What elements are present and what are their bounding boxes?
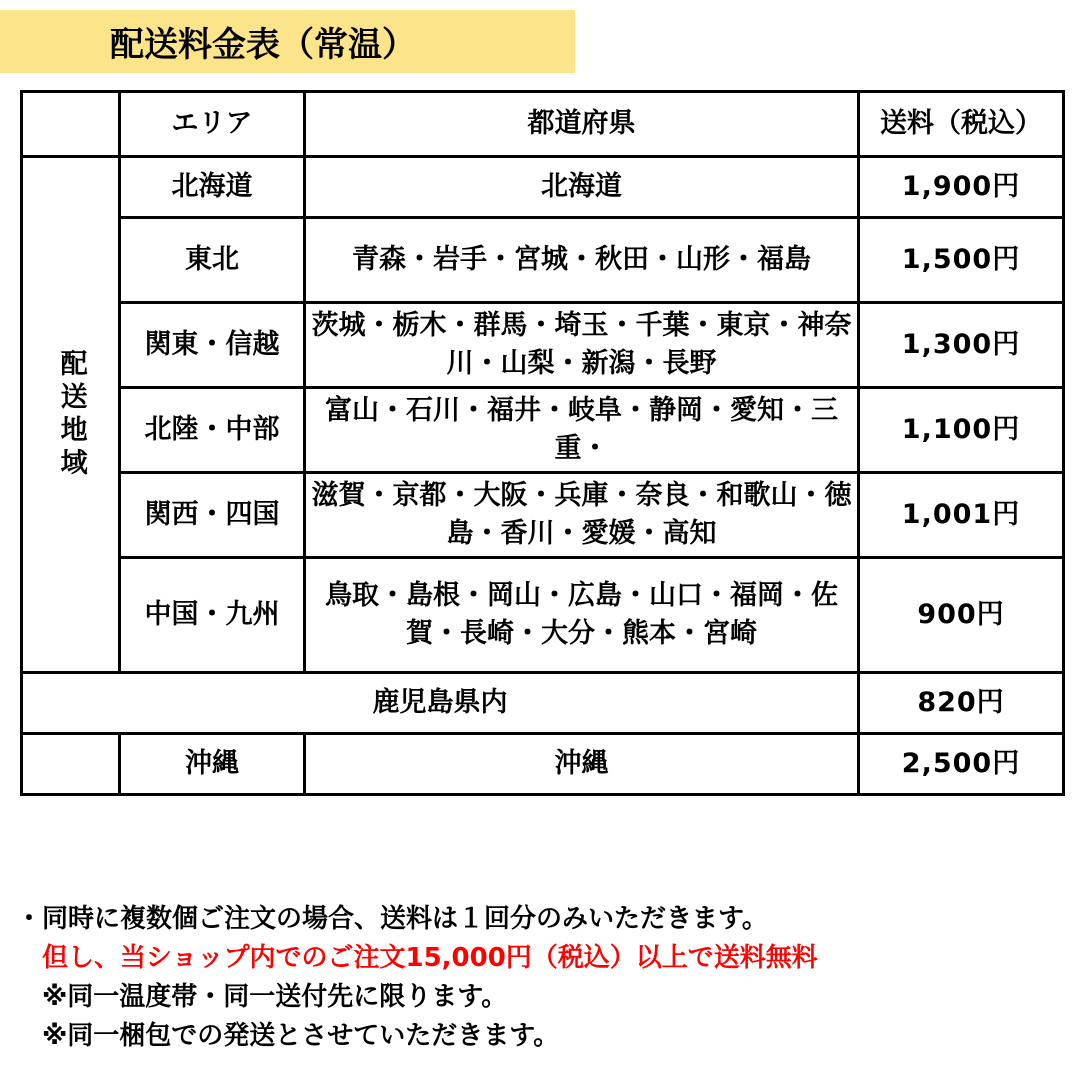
prefecture-cell: 北海道	[305, 157, 859, 218]
fee-cell: 1,900円	[859, 157, 1064, 218]
header-area: エリア	[120, 92, 305, 157]
fee-table-wrapper	[20, 90, 1062, 796]
page-title: 配送料金表（常温）	[110, 25, 416, 65]
prefecture-cell: 滋賀・京都・大阪・兵庫・奈良・和歌山・徳島・香川・愛媛・高知	[305, 473, 859, 558]
header-corner-cell	[22, 92, 120, 157]
fee-cell: 2,500円	[859, 734, 1064, 795]
fee-cell: 820円	[859, 673, 1064, 734]
prefecture-cell: 鳥取・島根・岡山・広島・山口・福岡・佐賀・長崎・大分・熊本・宮崎	[305, 558, 859, 673]
area-cell: 中国・九州	[120, 558, 305, 673]
table-row	[22, 558, 1064, 673]
vertical-region-label: 配送地域	[22, 157, 120, 673]
note-line-4: ※同一梱包での発送とさせていただきます。	[42, 1021, 560, 1051]
page-title-banner	[0, 10, 575, 73]
table-row	[22, 388, 1064, 473]
okinawa-corner-cell	[22, 734, 120, 795]
notes-block	[16, 900, 1071, 1056]
area-cell: 北陸・中部	[120, 388, 305, 473]
fee-cell: 1,500円	[859, 218, 1064, 303]
fee-cell: 1,300円	[859, 303, 1064, 388]
area-cell: 北海道	[120, 157, 305, 218]
prefecture-cell: 沖縄	[305, 734, 859, 795]
kagoshima-label: 鹿児島県内	[22, 673, 859, 734]
note-line-3: ※同一温度帯・同一送付先に限ります。	[42, 982, 508, 1012]
area-cell: 関東・信越	[120, 303, 305, 388]
header-prefecture: 都道府県	[305, 92, 859, 157]
table-header-row	[22, 92, 1064, 157]
fee-cell: 1,001円	[859, 473, 1064, 558]
table-row	[22, 218, 1064, 303]
table-row-kagoshima	[22, 673, 1064, 734]
fee-cell: 900円	[859, 558, 1064, 673]
table-row	[22, 473, 1064, 558]
shipping-fee-table	[20, 90, 1065, 796]
prefecture-cell: 富山・石川・福井・岐阜・静岡・愛知・三重・	[305, 388, 859, 473]
note-line-2-free-shipping: 但し、当ショップ内でのご注文15,000円（税込）以上で送料無料	[42, 943, 818, 973]
table-row-okinawa	[22, 734, 1064, 795]
prefecture-cell: 青森・岩手・宮城・秋田・山形・福島	[305, 218, 859, 303]
table-row	[22, 157, 1064, 218]
header-fee: 送料（税込）	[859, 92, 1064, 157]
area-cell: 沖縄	[120, 734, 305, 795]
table-row	[22, 303, 1064, 388]
note-line-1: ・同時に複数個ご注文の場合、送料は１回分のみいただきます。	[16, 904, 768, 934]
fee-cell: 1,100円	[859, 388, 1064, 473]
area-cell: 関西・四国	[120, 473, 305, 558]
area-cell: 東北	[120, 218, 305, 303]
prefecture-cell: 茨城・栃木・群馬・埼玉・千葉・東京・神奈川・山梨・新潟・長野	[305, 303, 859, 388]
